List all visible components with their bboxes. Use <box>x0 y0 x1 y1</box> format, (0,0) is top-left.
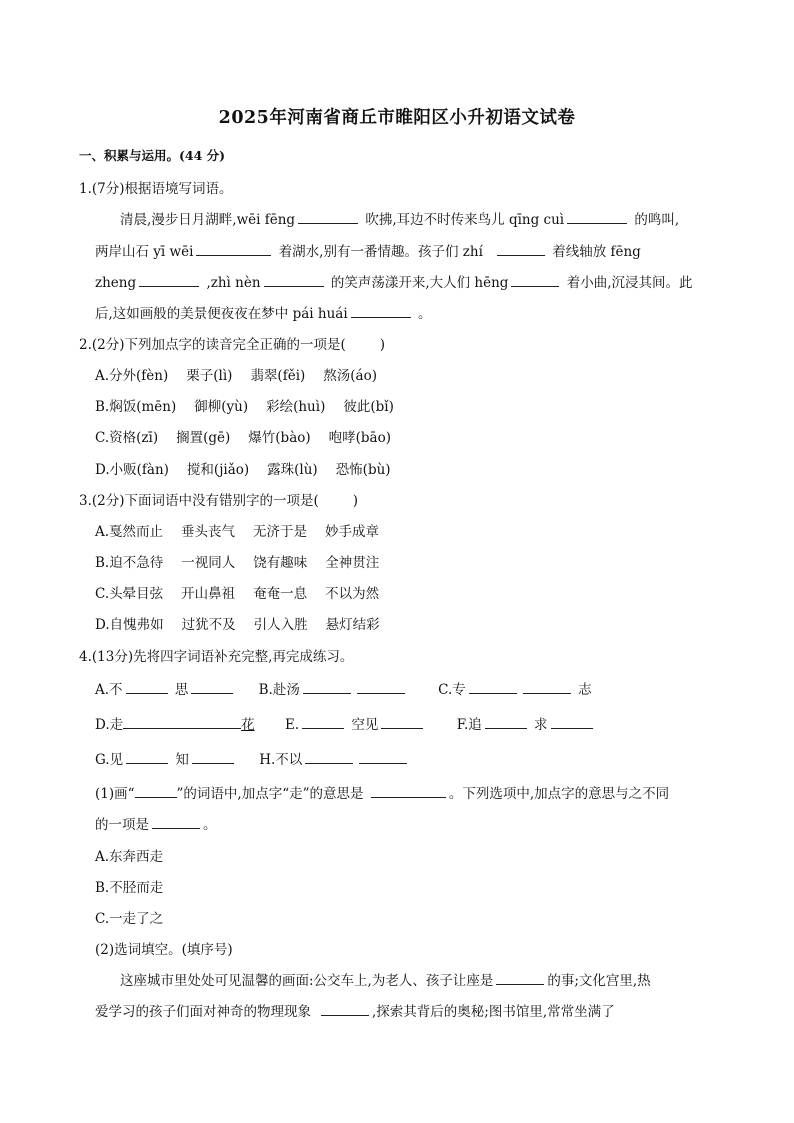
answer-blank[interactable] <box>123 716 241 729</box>
answer-blank[interactable] <box>302 716 344 729</box>
passage-text: 。 <box>417 306 432 322</box>
answer-blank[interactable] <box>497 243 545 256</box>
option-c[interactable]: C.头晕目弦 开山鼻祖 奄奄一息 不以为然 <box>95 586 380 602</box>
answer-blank[interactable] <box>196 243 271 256</box>
answer-blank[interactable] <box>192 751 234 764</box>
question-1-paragraph-line <box>95 302 717 322</box>
option-b[interactable]: B.焖饭(mēn) 御柳(yù) 彩绘(huì) 彼此(bǐ) <box>95 399 394 415</box>
question-text: 2.(2分)下列加点字的读音完全正确的一项是( <box>79 337 346 353</box>
idiom-row: A.不 思 B.赴汤 C.专 志 <box>95 682 592 698</box>
passage-text: 两岸山石 yī wēi <box>95 244 194 260</box>
passage-text: 着小曲,沉浸其间。此 <box>566 275 693 291</box>
answer-blank[interactable] <box>551 716 593 729</box>
question-text: ) <box>379 337 386 353</box>
idiom-row: G.见 知 H.不以 <box>95 748 410 768</box>
option-c[interactable]: C.资格(zī) 搁置(gē) 爆竹(bào) 咆哮(bāo) <box>95 430 391 446</box>
answer-blank[interactable] <box>485 716 527 729</box>
question-1-paragraph-line <box>95 271 717 291</box>
answer-blank[interactable] <box>371 785 446 798</box>
sub-question-1-cont: 的一项是 。 <box>95 817 217 833</box>
fill-paragraph-line: 这座城市里处处可见温馨的画面:公交车上,为老人、孩子让座是 的事;文化宫里,热 <box>120 973 651 989</box>
option-a[interactable]: A.分外(fèn) 栗子(lì) 翡翠(fěi) 熬汤(áo) <box>95 368 377 384</box>
passage-text: 着湖水,别有一番情趣。孩子们 zhí <box>278 244 483 260</box>
answer-blank[interactable] <box>191 681 233 694</box>
passage-text: 的鸣叫, <box>634 212 680 228</box>
answer-blank[interactable] <box>511 274 559 287</box>
option-a[interactable]: A.戛然而止 垂头丧气 无济于是 妙手成章 <box>95 524 380 540</box>
answer-blank[interactable] <box>567 211 627 224</box>
answer-blank[interactable] <box>264 274 324 287</box>
option-a[interactable]: A.东奔西走 <box>95 849 164 865</box>
answer-blank[interactable] <box>139 274 199 287</box>
answer-blank[interactable] <box>126 681 168 694</box>
sub-question-1: (1)画“ ”的词语中,加点字“走”的意思是 。下列选项中,加点字的意思与之不同 <box>95 786 670 802</box>
answer-blank[interactable] <box>303 681 351 694</box>
answer-blank[interactable] <box>298 211 358 224</box>
answer-blank[interactable] <box>523 681 571 694</box>
option-d[interactable]: D.自愧弗如 过犹不及 引人入胜 悬灯结彩 <box>95 617 380 633</box>
answer-blank[interactable] <box>321 1003 369 1016</box>
answer-blank[interactable] <box>135 785 177 798</box>
answer-blank[interactable] <box>469 681 517 694</box>
answer-blank[interactable] <box>359 751 407 764</box>
answer-blank[interactable] <box>496 972 544 985</box>
passage-text: 吹拂,耳边不时传来鸟儿 qīng cuì <box>365 212 565 228</box>
passage-text: 后,这如画般的美景便夜夜在梦中 pái huái <box>95 306 348 322</box>
question-1-paragraph-line <box>120 208 742 228</box>
option-c[interactable]: C.一走了之 <box>95 911 164 927</box>
option-d[interactable]: D.小贩(fàn) 搅和(jiǎo) 露珠(lù) 恐怖(bù) <box>95 462 391 478</box>
question-1-stem: 1.(7分)根据语境写词语。 <box>79 181 233 197</box>
question-2-stem <box>79 333 385 353</box>
sub-question-2: (2)选词填空。(填序号) <box>95 942 233 958</box>
question-1-paragraph-line <box>95 240 717 260</box>
option-b[interactable]: B.不胫而走 <box>95 880 164 896</box>
idiom-row: D.走 花 E. 空见 F.追 求 <box>95 713 596 733</box>
page-title: 2025年河南省商丘市睢阳区小升初语文试卷 <box>218 108 576 128</box>
question-text: 3.(2分)下面词语中没有错别字的一项是( <box>79 493 319 509</box>
passage-text: 清晨,漫步日月湖畔,wēi fēng <box>120 212 296 228</box>
passage-text: 的笑声荡漾开来,大人们 hēng <box>330 275 509 291</box>
passage-text: ,zhì nèn <box>206 275 261 291</box>
question-4-stem: 4.(13分)先将四字词语补充完整,再完成练习。 <box>79 649 354 665</box>
fill-paragraph-line: 爱学习的孩子们面对神奇的物理现象 ,探索其背后的奥秘;图书馆里,常常坐满了 <box>95 1004 615 1020</box>
passage-text: zheng <box>95 275 137 291</box>
question-3-stem <box>79 489 358 509</box>
passage-text: 着线轴放 fēng <box>552 244 641 260</box>
answer-blank[interactable] <box>305 751 353 764</box>
answer-blank[interactable] <box>381 716 423 729</box>
answer-blank[interactable] <box>152 816 200 829</box>
question-text: ) <box>352 493 359 509</box>
answer-blank[interactable] <box>351 305 411 318</box>
section-heading: 一、积累与运用。(44 分) <box>79 148 226 163</box>
option-b[interactable]: B.迫不急待 一视同人 饶有趣味 全神贯注 <box>95 555 380 571</box>
answer-blank[interactable] <box>126 751 168 764</box>
answer-blank[interactable] <box>357 681 405 694</box>
